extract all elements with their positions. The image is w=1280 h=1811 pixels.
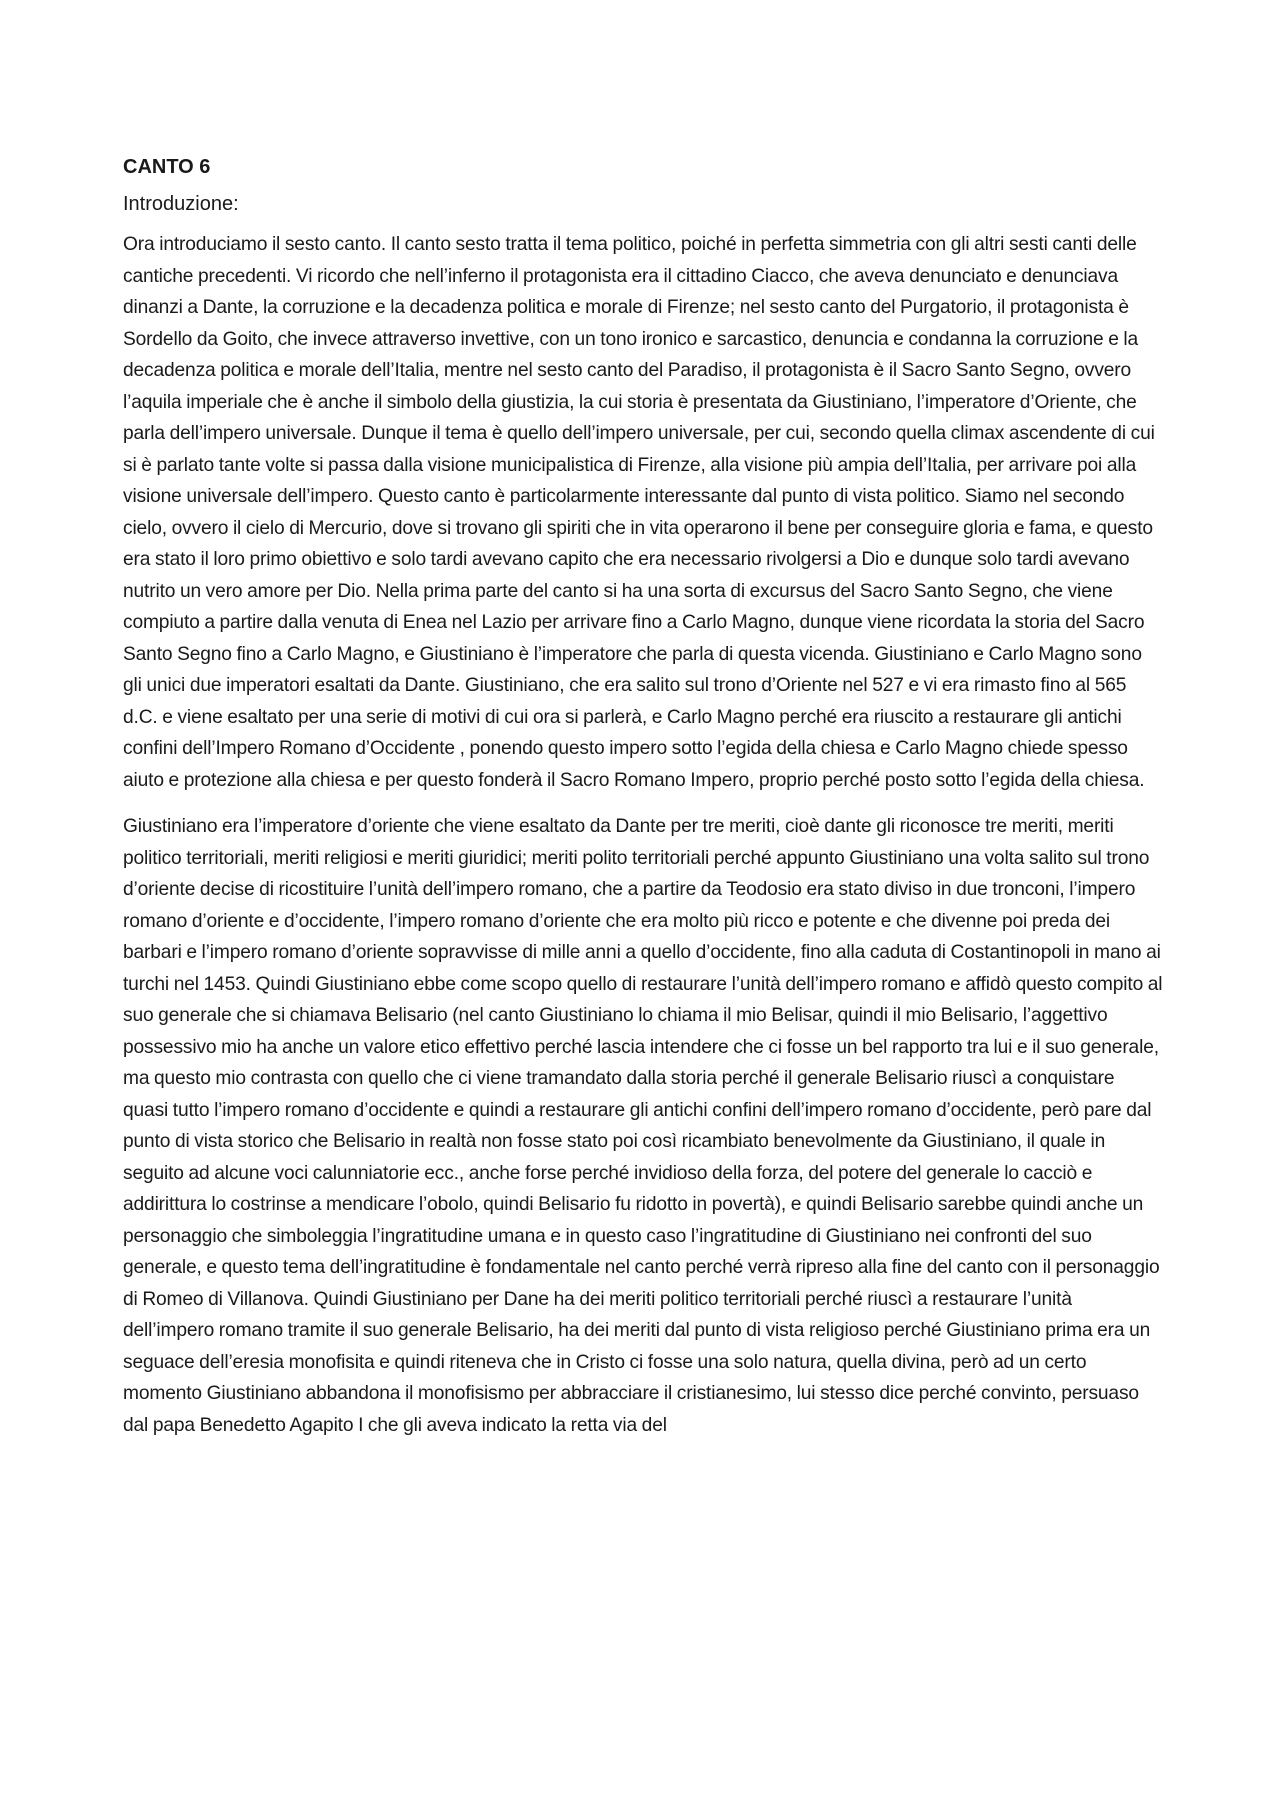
document-subtitle: Introduzione: (123, 193, 239, 215)
document-body (123, 153, 1163, 1456)
paragraph-giustiniano: Giustiniano era l’imperatore d’oriente che viene esaltato da Dante per tre meriti, cioè dante gli riconosce tre meriti, meriti politico territoriali, meriti religiosi e meriti giuridici; meriti polito territoriali perché appunto Giustiniano una volta salito sul trono d’oriente decise di ricostituire l’unità dell’impero romano, che a partire da Teodosio era stato diviso in due tronconi, l’impero romano d’oriente e d’occidente, l’impero romano d’oriente che era molto più ricco e potente e che divenne poi preda dei barbari e l’impero romano d’oriente sopravvisse di mille anni a quello d’occidente, fino alla caduta di Costantinopoli in mano ai turchi nel 1453. Quindi Giustiniano ebbe come scopo quello di restaurare l’unità dell’impero romano e affidò questo compito al suo generale che si chiamava Belisario (nel canto Giustiniano lo chiama il mio Belisar, quindi il mio Belisario, l’aggettivo possessivo mio ha anche un valore etico effettivo perché lascia intendere che ci fosse un bel rapporto tra lui e il suo generale, ma questo mio contrasta con quello che ci viene tramandato dalla storia perché il generale Belisario riuscì a conquistare quasi tutto l’impero romano d’occidente e quindi a restaurare gli antichi confini dell’impero romano d’occidente, però pare dal punto di vista storico che Belisario in realtà non fosse stato poi così ricambiato benevolmente da Giustiniano, il quale in seguito ad alcune voci calunniatorie ecc., anche forse perché invidioso della forza, del potere del generale lo cacciò e addirittura lo costrinse a mendicare l’obolo, quindi Belisario fu ridotto in povertà), e quindi Belisario sarebbe quindi anche un personaggio che simboleggia l’ingratitudine umana e in questo caso l’ingratitudine di Giustiniano nei confronti del suo generale, e questo tema dell’ingratitudine è fondamentale nel canto perché verrà ripreso alla fine del canto con il personaggio di Romeo di Villanova. Quindi Giustiniano per Dane ha dei meriti politico territoriali perché riuscì a restaurare l’unità dell’impero romano tramite il suo generale Belisario, ha dei meriti dal punto di vista religioso perché Giustiniano prima era un seguace dell’eresia monofisita e quindi riteneva che in Cristo ci fosse una solo natura, quella divina, però ad un certo momento Giustiniano abbandona il monofisismo per abbracciare il cristianesimo, lui stesso dice perché convinto, persuaso dal papa Benedetto Agapito I che gli aveva indicato la retta via del (123, 816, 1163, 1436)
paragraph-introduction: Ora introduciamo il sesto canto. Il canto sesto tratta il tema politico, poiché in perfetta simmetria con gli altri sesti canti delle cantiche precedenti. Vi ricordo che nell’inferno il protagonista era il cittadino Ciacco, che aveva denunciato e denunciava dinanzi a Dante, la corruzione e la decadenza politica e morale di Firenze; nel sesto canto del Purgatorio, il protagonista è Sordello da Goito, che invece attraverso invettive, con un tono ironico e sarcastico, denuncia e condanna la corruzione e la decadenza politica e morale dell’Italia, mentre nel sesto canto del Paradiso, il protagonista è il Sacro Santo Segno, ovvero l’aquila imperiale che è anche il simbolo della giustizia, la cui storia è presentata da Giustiniano, l’imperatore d’Oriente, che parla dell’impero universale. Dunque il tema è quello dell’impero universale, per cui, secondo quella climax ascendente di cui si è parlato tante volte si passa dalla visione municipalistica di Firenze, alla visione più ampia dell’Italia, per arrivare poi alla visione universale dell’impero. Questo canto è particolarmente interessante dal punto di vista politico. Siamo nel secondo cielo, ovvero il cielo di Mercurio, dove si trovano gli spiriti che in vita operarono il bene per conseguire gloria e fama, e questo era stato il loro primo obiettivo e solo tardi avevano capito che era necessario rivolgersi a Dio e dunque solo tardi avevano nutrito un vero amore per Dio. Nella prima parte del canto si ha una sorta di excursus del Sacro Santo Segno, che viene compiuto a partire dalla venuta di Enea nel Lazio per arrivare fino a Carlo Magno, dunque viene ricordata la storia del Sacro Santo Segno fino a Carlo Magno, e Giustiniano è l’imperatore che parla di questa vicenda. Giustiniano e Carlo Magno sono gli unici due imperatori esaltati da Dante. Giustiniano, che era salito sul trono d’Oriente nel 527 e vi era rimasto fino al 565 d.C. e viene esaltato per una serie di motivi di cui ora si parlerà, e Carlo Magno perché era riuscito a restaurare gli antichi confini dell’Impero Romano d’Occidente , ponendo questo impero sotto l’egida della chiesa e Carlo Magno chiede spesso aiuto e protezione alla chiesa e per questo fonderà il Sacro Romano Impero, proprio perché posto sotto l’egida della chiesa. (123, 234, 1155, 791)
document-title: CANTO 6 (123, 156, 211, 178)
